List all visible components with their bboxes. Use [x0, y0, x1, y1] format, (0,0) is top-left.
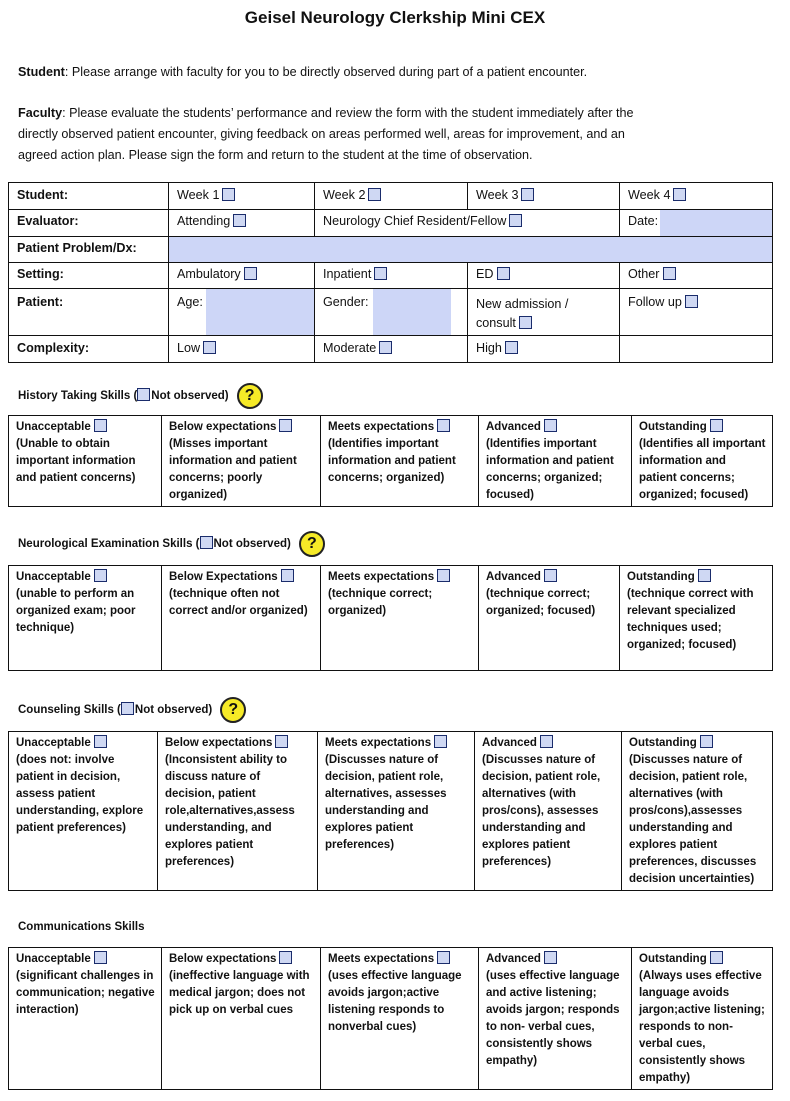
rating-description: (technique correct; organized; focused): [486, 588, 596, 617]
history-unacceptable-checkbox[interactable]: [94, 419, 107, 432]
history-rating-table: [8, 415, 773, 507]
rating-description: (technique correct with relevant specialized techniques used; organized; focused): [627, 588, 754, 651]
new-admission-label: New admission /: [476, 297, 569, 311]
comm-below-checkbox[interactable]: [279, 951, 292, 964]
faculty-text-2: directly observed patient encounter, giving feedback on areas performed well, areas for improvement, and an: [18, 127, 625, 141]
help-icon[interactable]: ?: [237, 383, 263, 409]
history-advanced-checkbox[interactable]: [544, 419, 557, 432]
rating-description: (Discusses nature of decision, patient role, alternatives (with pros/cons), assesses understanding and explores patient preferences): [482, 754, 601, 868]
week2-label: Week 2: [323, 188, 366, 202]
comm-unacceptable-cell: [9, 948, 162, 1090]
history-section-title: [18, 383, 263, 409]
form-title: Geisel Neurology Clerkship Mini CEX: [244, 8, 546, 27]
high-label: High: [476, 341, 502, 355]
neuro-title-text: Neurological Examination Skills (: [18, 538, 200, 551]
inpatient-checkbox[interactable]: [374, 267, 387, 280]
rating-description: (Inconsistent ability to discuss nature of decision, patient role,alternatives,assess understanding, and explores patient preferences): [165, 754, 295, 868]
rating-label: Unacceptable: [16, 953, 91, 965]
week4-cell: [620, 183, 773, 210]
moderate-label: Moderate: [323, 341, 377, 355]
setting-row-label: Setting:: [9, 263, 169, 289]
counsel-rating-table: [8, 731, 773, 891]
rating-label: Meets expectations: [325, 737, 432, 749]
rating-label: Meets expectations: [328, 571, 435, 583]
rating-label: Outstanding: [629, 737, 697, 749]
complexity-row-label: Complexity:: [9, 336, 169, 363]
rating-label: Meets expectations: [328, 953, 435, 965]
low-label: Low: [177, 341, 201, 355]
rating-description: (does not: involve patient in decision, assess patient understanding, explore patient preferences): [16, 754, 144, 834]
problem-field[interactable]: [169, 237, 773, 263]
attending-cell: [169, 210, 315, 237]
comm-unacceptable-checkbox[interactable]: [94, 951, 107, 964]
consult-label: consult: [476, 316, 516, 330]
counsel-outstanding-cell: [622, 732, 773, 891]
neuro-below-checkbox[interactable]: [281, 569, 294, 582]
high-cell: [468, 336, 620, 363]
history-unacceptable-cell: [9, 416, 162, 507]
faculty-instructions: [18, 103, 768, 166]
age-field[interactable]: [206, 289, 314, 335]
ambulatory-cell: [169, 263, 315, 289]
ambulatory-checkbox[interactable]: [244, 267, 257, 280]
other-label: Other: [628, 267, 660, 281]
counsel-unacceptable-cell: [9, 732, 158, 891]
neuro-advanced-cell: [479, 566, 620, 671]
ed-label: ED: [476, 267, 494, 281]
neuro-outstanding-checkbox[interactable]: [698, 569, 711, 582]
rating-label: Unacceptable: [16, 421, 91, 433]
neuro-unacceptable-checkbox[interactable]: [94, 569, 107, 582]
rating-label: Advanced: [486, 421, 541, 433]
week3-checkbox[interactable]: [521, 188, 534, 201]
week1-checkbox[interactable]: [222, 188, 235, 201]
counsel-meets-checkbox[interactable]: [434, 735, 447, 748]
comm-below-cell: [162, 948, 321, 1090]
week1-label: Week 1: [177, 188, 220, 202]
counsel-section-title: [18, 697, 246, 723]
chief-cell: [315, 210, 620, 237]
history-not-observed-label: Not observed): [151, 390, 229, 403]
ed-cell: [468, 263, 620, 289]
week4-label: Week 4: [628, 188, 671, 202]
neuro-advanced-checkbox[interactable]: [544, 569, 557, 582]
counsel-below-checkbox[interactable]: [275, 735, 288, 748]
counsel-advanced-cell: [475, 732, 622, 891]
moderate-cell: [315, 336, 468, 363]
rating-label: Below Expectations: [169, 571, 278, 583]
counsel-outstanding-checkbox[interactable]: [700, 735, 713, 748]
new-admission-cell: [468, 289, 620, 336]
comm-rating-table: [8, 947, 773, 1090]
rating-label: Below expectations: [169, 953, 277, 965]
rating-description: (Unable to obtain important information and patient concerns): [16, 438, 136, 484]
rating-label: Advanced: [482, 737, 537, 749]
rating-description: (technique correct; organized): [328, 588, 433, 617]
rating-description: (Always uses effective language avoids jargon;active listening; responds to non-verbal cues, consistently shows empathy): [639, 970, 765, 1084]
high-checkbox[interactable]: [505, 341, 518, 354]
rating-description: (Identifies important information and patient concerns; organized): [328, 438, 456, 484]
counsel-advanced-checkbox[interactable]: [540, 735, 553, 748]
rating-description: (Identifies all important information and patient concerns; organized; focused): [639, 438, 766, 501]
attending-label: Attending: [177, 214, 231, 228]
student-row-label: Student:: [9, 183, 169, 210]
history-outstanding-cell: [632, 416, 773, 507]
help-icon[interactable]: ?: [220, 697, 246, 723]
empty-cell: [620, 336, 773, 363]
student-text: : Please arrange with faculty for you to be directly observed during part of a patient encounter.: [64, 65, 588, 79]
week1-cell: [169, 183, 315, 210]
follow-up-cell: [620, 289, 773, 336]
neuro-below-cell: [162, 566, 321, 671]
low-checkbox[interactable]: [203, 341, 216, 354]
ed-checkbox[interactable]: [497, 267, 510, 280]
chief-label: Neurology Chief Resident/Fellow: [323, 214, 507, 228]
neuro-rating-table: [8, 565, 773, 671]
faculty-label: Faculty: [18, 106, 63, 120]
comm-meets-checkbox[interactable]: [437, 951, 450, 964]
other-checkbox[interactable]: [663, 267, 676, 280]
neuro-outstanding-cell: [620, 566, 773, 671]
rating-label: Advanced: [486, 571, 541, 583]
student-label: Student: [18, 65, 65, 79]
rating-description: (Identifies important information and patient concerns; organized; focused): [486, 438, 614, 501]
help-icon[interactable]: ?: [299, 531, 325, 557]
rating-description: (technique often not correct and/or organized): [169, 588, 308, 617]
new-admission-checkbox[interactable]: [519, 316, 532, 329]
rating-description: (ineffective language with medical jargon; does not pick up on verbal cues: [169, 970, 310, 1016]
age-label: Age:: [177, 295, 203, 309]
week2-cell: [315, 183, 468, 210]
rating-label: Meets expectations: [328, 421, 435, 433]
counsel-below-cell: [158, 732, 318, 891]
problem-row-label: Patient Problem/Dx:: [9, 237, 169, 263]
history-title-text: History Taking Skills (: [18, 390, 138, 403]
rating-label: Outstanding: [639, 953, 707, 965]
gender-field[interactable]: [373, 289, 451, 335]
age-cell: [169, 289, 315, 336]
rating-description: (uses effective language avoids jargon;active listening responds to nonverbal cues): [328, 970, 462, 1033]
rating-description: (significant challenges in communication; negative interaction): [16, 970, 155, 1016]
counsel-not-observed-label: Not observed): [134, 704, 213, 717]
history-not-observed-checkbox[interactable]: [137, 388, 150, 401]
rating-label: Below expectations: [169, 421, 277, 433]
attending-checkbox[interactable]: [233, 214, 246, 227]
rating-description: (unable to perform an organized exam; poor technique): [16, 588, 136, 634]
student-instructions: [18, 62, 768, 83]
history-below-cell: [162, 416, 321, 507]
date-field[interactable]: [660, 210, 772, 236]
low-cell: [169, 336, 315, 363]
neuro-section-title: [18, 531, 325, 557]
counsel-unacceptable-checkbox[interactable]: [94, 735, 107, 748]
faculty-text-3: agreed action plan. Please sign the form and return to the student at the time of observation.: [18, 148, 533, 162]
rating-label: Outstanding: [627, 571, 695, 583]
history-meets-cell: [321, 416, 479, 507]
evaluator-row-label: Evaluator:: [9, 210, 169, 237]
week3-label: Week 3: [476, 188, 519, 202]
week2-checkbox[interactable]: [368, 188, 381, 201]
patient-row-label: Patient:: [9, 289, 169, 336]
rating-label: Unacceptable: [16, 737, 91, 749]
counsel-meets-cell: [318, 732, 475, 891]
counsel-title-text: Counseling Skills (: [18, 704, 121, 717]
rating-label: Advanced: [486, 953, 541, 965]
gender-cell: [315, 289, 468, 336]
neuro-meets-cell: [321, 566, 479, 671]
rating-description: (Discusses nature of decision, patient role, alternatives, assesses understanding and explores patient preferences): [325, 754, 447, 851]
follow-up-checkbox[interactable]: [685, 295, 698, 308]
chief-checkbox[interactable]: [509, 214, 522, 227]
history-outstanding-checkbox[interactable]: [710, 419, 723, 432]
neuro-not-observed-label: Not observed): [213, 538, 291, 551]
counsel-not-observed-checkbox[interactable]: [121, 702, 134, 715]
neuro-unacceptable-cell: [9, 566, 162, 671]
inpatient-label: Inpatient: [323, 267, 372, 281]
comm-outstanding-checkbox[interactable]: [710, 951, 723, 964]
rating-description: (Misses important information and patient concerns; poorly organized): [169, 438, 297, 501]
comm-advanced-cell: [479, 948, 632, 1090]
history-advanced-cell: [479, 416, 632, 507]
follow-up-label: Follow up: [628, 295, 682, 309]
comm-advanced-checkbox[interactable]: [544, 951, 557, 964]
neuro-not-observed-checkbox[interactable]: [200, 536, 213, 549]
comm-section-title: Communications Skills: [18, 921, 145, 933]
history-below-checkbox[interactable]: [279, 419, 292, 432]
rating-description: (Discusses nature of decision, patient role, alternatives (with pros/cons),assesses understanding and explores patient preferences, discusses decision uncertainties): [629, 754, 757, 885]
rating-description: (uses effective language and active listening; avoids jargon; responds to non- verbal cues, consistently shows empathy): [486, 970, 620, 1067]
history-meets-checkbox[interactable]: [437, 419, 450, 432]
date-label: Date:: [628, 214, 659, 228]
week3-cell: [468, 183, 620, 210]
other-cell: [620, 263, 773, 289]
comm-outstanding-cell: [632, 948, 773, 1090]
rating-label: Outstanding: [639, 421, 707, 433]
inpatient-cell: [315, 263, 468, 289]
gender-label: Gender:: [323, 295, 369, 309]
moderate-checkbox[interactable]: [379, 341, 392, 354]
comm-meets-cell: [321, 948, 479, 1090]
rating-label: Unacceptable: [16, 571, 91, 583]
date-cell: [620, 210, 773, 237]
neuro-meets-checkbox[interactable]: [437, 569, 450, 582]
info-table: [8, 182, 773, 363]
rating-label: Below expectations: [165, 737, 273, 749]
faculty-text-1: : Please evaluate the students’ performance and review the form with the student immediately after the: [62, 106, 634, 120]
ambulatory-label: Ambulatory: [177, 267, 241, 281]
week4-checkbox[interactable]: [673, 188, 686, 201]
